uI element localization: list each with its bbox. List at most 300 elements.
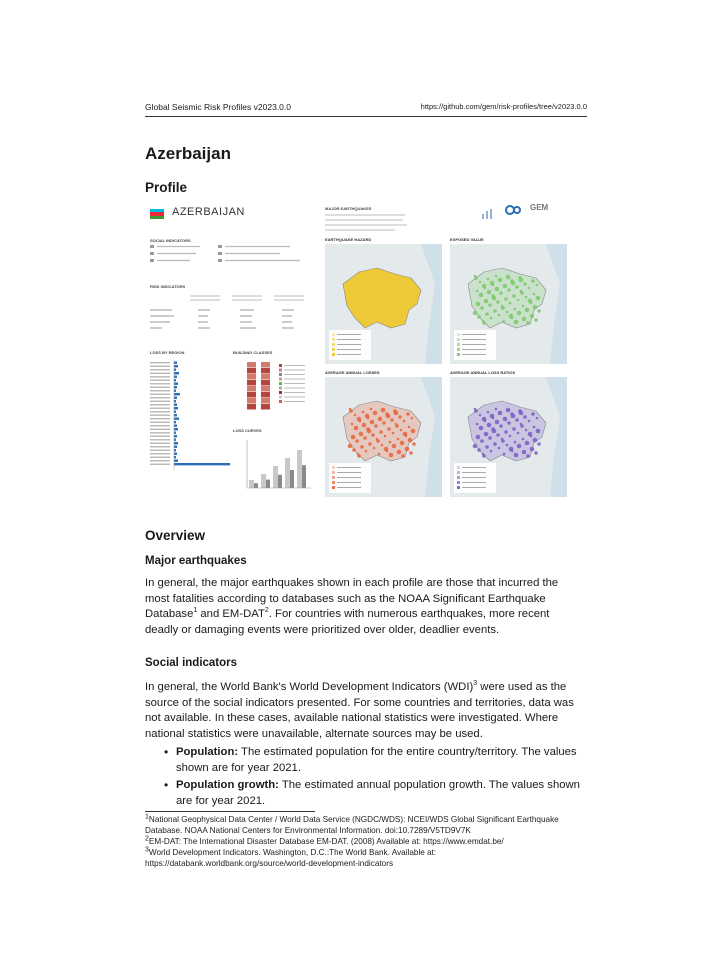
social-indicator-rows xyxy=(150,244,310,266)
map-point xyxy=(363,436,367,440)
map-point xyxy=(397,450,402,455)
legend-swatch xyxy=(457,353,460,356)
map-point xyxy=(520,291,524,295)
region-label xyxy=(150,439,170,441)
profile-heading: Profile xyxy=(145,180,188,195)
map-point xyxy=(498,447,501,450)
footnote xyxy=(145,814,590,836)
footnote xyxy=(145,847,590,869)
map-point xyxy=(406,412,410,416)
map-point xyxy=(359,432,364,437)
region-label xyxy=(150,418,170,420)
region-label xyxy=(150,422,170,424)
region-label xyxy=(150,376,170,378)
map-point xyxy=(501,439,505,443)
text-run: In general, the World Bank's World Development Indicators (WDI) xyxy=(145,681,474,693)
stack-segment xyxy=(247,374,256,380)
map-point xyxy=(528,420,531,423)
map-point xyxy=(389,441,392,444)
curve-bar xyxy=(297,450,302,488)
map-point xyxy=(474,276,478,280)
map-point xyxy=(517,299,520,302)
map-point xyxy=(519,411,524,416)
map-point xyxy=(351,423,354,426)
map-title-aal: AVERAGE ANNUAL LOSSES xyxy=(325,370,380,375)
map-point xyxy=(503,320,506,323)
stack-segment xyxy=(247,392,256,398)
region-label xyxy=(150,432,170,434)
curve-bar xyxy=(302,465,306,488)
list-item xyxy=(160,745,590,776)
map-point xyxy=(392,432,395,435)
map-point xyxy=(398,415,402,419)
map-point xyxy=(408,426,411,429)
map-point xyxy=(506,275,511,280)
map-point xyxy=(490,450,493,453)
stack-segment xyxy=(261,374,270,380)
map-point xyxy=(534,318,538,322)
list-text: The estimated annual population growth. The values shown are for year 2021. xyxy=(176,779,580,807)
map-point xyxy=(499,291,503,295)
loss-curves-label: LOSS CURVES xyxy=(233,428,262,433)
map-point xyxy=(499,424,503,428)
legend-swatch xyxy=(457,343,460,346)
map-point xyxy=(531,279,535,283)
map-point xyxy=(514,453,519,458)
region-label xyxy=(150,404,170,406)
map-point xyxy=(484,420,487,423)
map-point xyxy=(506,311,509,314)
list-item xyxy=(160,778,590,809)
map-point xyxy=(379,430,383,434)
legend-swatch xyxy=(457,333,460,336)
region-label xyxy=(150,408,170,410)
legend-swatch xyxy=(279,391,282,394)
map-point xyxy=(362,411,365,414)
list-text: The estimated population for the entire country/territory. The values shown are for year 2021. xyxy=(176,746,577,774)
region-label xyxy=(150,369,170,371)
map-point xyxy=(496,433,500,437)
map-point xyxy=(405,435,408,438)
region-bar xyxy=(174,439,176,441)
curve-bar xyxy=(273,466,278,488)
map-point xyxy=(376,439,380,443)
region-bar xyxy=(174,376,177,378)
map-point xyxy=(492,429,497,434)
map-point xyxy=(530,314,535,319)
map-point xyxy=(371,433,375,437)
footnote-number: 1 xyxy=(145,813,149,821)
map-point xyxy=(390,418,394,422)
legend-swatch xyxy=(332,333,335,336)
map-point xyxy=(533,293,536,296)
map-point xyxy=(362,423,367,428)
map-point xyxy=(397,438,400,441)
map-point xyxy=(412,442,416,446)
curve-bar xyxy=(254,483,258,488)
map-point xyxy=(514,308,517,311)
map-point xyxy=(495,420,500,425)
map-point xyxy=(522,450,527,455)
curve-bar xyxy=(290,470,294,488)
legend-swatch xyxy=(457,486,460,489)
map-point xyxy=(498,411,503,416)
map-point xyxy=(515,418,519,422)
loss-by-region-label: LOSS BY REGION xyxy=(150,350,185,355)
region-bar xyxy=(174,414,177,416)
major-earthquakes-paragraph xyxy=(145,576,585,638)
building-classes-label: BUILDING CLASSES xyxy=(233,350,273,355)
map-point xyxy=(511,450,514,453)
map-point xyxy=(487,411,490,414)
region-bar xyxy=(174,435,177,437)
map-point xyxy=(484,432,489,437)
flag-icon xyxy=(150,209,164,219)
map-point xyxy=(511,281,516,286)
social-indicators-paragraph xyxy=(145,680,585,742)
major-earthquakes-list xyxy=(325,212,415,234)
region-label xyxy=(150,429,170,431)
region-bar xyxy=(174,449,176,451)
map-point xyxy=(387,427,391,431)
map-point xyxy=(351,435,356,440)
map-point xyxy=(411,417,414,420)
map-point xyxy=(525,296,528,299)
region-bar xyxy=(174,460,178,462)
region-bar xyxy=(174,425,177,427)
hazard-map xyxy=(325,244,442,364)
region-bar xyxy=(174,404,177,406)
legend-swatch xyxy=(279,369,282,372)
map-point xyxy=(473,311,478,316)
map-point xyxy=(507,288,511,292)
aal-ratio-map xyxy=(450,377,567,497)
header-url[interactable]: https://github.com/gem/risk-profiles/tree/v2023.0.0 xyxy=(420,102,587,111)
map-point xyxy=(476,435,481,440)
map-point xyxy=(381,444,384,447)
map-point xyxy=(352,448,356,452)
country-label: AZERBAIJAN xyxy=(172,206,245,218)
map-point xyxy=(528,287,531,290)
legend-swatch xyxy=(279,378,282,381)
map-point xyxy=(504,297,508,301)
map-point xyxy=(476,290,479,293)
stack-segment xyxy=(261,404,270,410)
map-point xyxy=(403,420,406,423)
stack-segment xyxy=(247,362,256,368)
map-point xyxy=(373,411,378,416)
footnote-ref[interactable]: 1 xyxy=(193,607,198,615)
footnote-text: EM-DAT: The International Disaster Database EM-DAT. (2008) Available at: https://www.emdat.be/ xyxy=(148,837,504,846)
curve-bar xyxy=(261,474,266,488)
map-point xyxy=(522,305,525,308)
map-point xyxy=(511,414,516,419)
region-label xyxy=(150,366,170,368)
region-label xyxy=(150,464,170,466)
map-point xyxy=(484,287,487,290)
map-point xyxy=(400,429,403,432)
region-label xyxy=(150,425,170,427)
region-label xyxy=(150,443,170,445)
map-point xyxy=(504,430,508,434)
map-point xyxy=(488,436,492,440)
curve-bar xyxy=(285,458,290,488)
map-point xyxy=(354,414,357,417)
map-point xyxy=(492,296,497,301)
footnote-ref[interactable]: 2 xyxy=(264,607,269,615)
map-point xyxy=(401,454,405,458)
region-label xyxy=(150,383,170,385)
map-point xyxy=(485,445,489,449)
map-point xyxy=(480,306,484,310)
map-point xyxy=(525,429,528,432)
major-earthquakes-label: MAJOR EARTHQUAKES xyxy=(325,206,372,211)
map-point xyxy=(355,439,359,443)
map-point xyxy=(517,444,522,449)
region-bar xyxy=(174,369,176,371)
region-label xyxy=(150,380,170,382)
footnote-number: 2 xyxy=(145,835,149,843)
map-point xyxy=(503,453,506,456)
legend-swatch xyxy=(279,400,282,403)
map-point xyxy=(482,321,486,325)
header-title: Global Seismic Risk Profiles v2023.0.0 xyxy=(145,102,291,112)
region-label xyxy=(150,460,170,462)
map-point xyxy=(511,317,514,320)
map-point xyxy=(530,302,533,305)
map-point xyxy=(357,454,361,458)
map-point xyxy=(507,421,511,425)
map-point xyxy=(482,454,486,458)
gem-logo-mark-icon xyxy=(481,206,494,216)
legend-swatch xyxy=(332,343,335,346)
region-bar xyxy=(174,400,176,402)
map-point xyxy=(514,320,519,325)
region-label xyxy=(150,373,170,375)
region-label xyxy=(150,411,170,413)
map-point xyxy=(392,444,397,449)
map-point xyxy=(373,447,376,450)
map-point xyxy=(348,444,353,449)
region-label xyxy=(150,394,170,396)
map-point xyxy=(536,296,541,301)
region-label xyxy=(150,390,170,392)
stack-segment xyxy=(247,368,256,374)
region-bar xyxy=(174,456,176,458)
map-point xyxy=(496,300,500,304)
map-point xyxy=(408,438,413,443)
list-term: Population growth: xyxy=(176,779,279,791)
legend-swatch xyxy=(457,338,460,341)
legend-swatch xyxy=(332,338,335,341)
map-point xyxy=(534,451,538,455)
region-bar xyxy=(174,365,178,367)
major-earthquakes-heading: Major earthquakes xyxy=(145,555,247,567)
oq-logo-icon xyxy=(505,204,521,218)
footnote-text: National Geophysical Data Center / World Data Service (NGDC/WDS): NCEI/WDS Global Significant Earthquake Database. NOAA National Centers for Environmental Information. doi:10.7289/V5TD9V7K xyxy=(145,815,559,835)
map-point xyxy=(374,424,378,428)
legend-swatch xyxy=(332,486,335,489)
legend-swatch xyxy=(457,476,460,479)
legend-swatch xyxy=(332,353,335,356)
map-point xyxy=(537,309,541,313)
aal-map xyxy=(325,377,442,497)
map-point xyxy=(386,450,389,453)
text-run: . For countries with numerous earthquakes, more recent deadly or damaging events were prioritized over older, deadlier events. xyxy=(145,608,550,636)
map-point xyxy=(476,302,481,307)
map-point xyxy=(523,415,527,419)
region-label xyxy=(150,453,170,455)
footnote-text: World Development Indicators. Washington, D.C.:The World Bank. Available at: https://databank.worldbank.org/source/world-development-indicators xyxy=(145,848,437,868)
risk-indicators-label: RISK INDICATORS xyxy=(150,284,186,289)
region-label xyxy=(150,401,170,403)
map-point xyxy=(517,311,522,316)
legend-swatch xyxy=(332,471,335,474)
map-point xyxy=(519,278,524,283)
map-point xyxy=(378,453,381,456)
map-point xyxy=(484,299,489,304)
indicator-list xyxy=(160,745,590,811)
map-point xyxy=(474,409,478,413)
map-point xyxy=(370,408,373,411)
map-point xyxy=(368,442,372,446)
map-point xyxy=(479,293,484,298)
map-point xyxy=(525,308,530,313)
stack-segment xyxy=(261,392,270,398)
curve-bar xyxy=(278,475,282,488)
region-bar xyxy=(174,442,178,444)
map-point xyxy=(509,302,512,305)
legend-swatch xyxy=(457,471,460,474)
map-point xyxy=(536,429,541,434)
footnote-ref[interactable]: 3 xyxy=(473,680,478,688)
map-title-hazard: EARTHQUAKE HAZARD xyxy=(325,237,372,242)
map-point xyxy=(495,287,500,292)
map-point xyxy=(409,451,413,455)
map-point xyxy=(533,305,538,310)
map-point xyxy=(384,435,387,438)
region-bar xyxy=(174,372,179,374)
region-label xyxy=(150,397,170,399)
map-point xyxy=(479,281,482,284)
map-point xyxy=(473,444,478,449)
map-point xyxy=(533,438,538,443)
map-point xyxy=(495,408,498,411)
footnotes xyxy=(145,814,590,869)
region-label xyxy=(150,446,170,448)
legend-swatch xyxy=(332,481,335,484)
running-header xyxy=(145,102,587,117)
region-bar xyxy=(174,407,178,409)
map-point xyxy=(493,442,497,446)
map-point xyxy=(536,417,539,420)
gem-logo: GEM xyxy=(530,203,549,212)
map-point xyxy=(526,321,530,325)
map-point xyxy=(476,423,479,426)
map-point xyxy=(533,426,536,429)
map-point xyxy=(360,445,364,449)
map-point xyxy=(512,294,516,298)
stack-segment xyxy=(261,380,270,386)
region-bar xyxy=(174,390,176,392)
map-point xyxy=(479,426,484,431)
text-run: and EM-DAT xyxy=(197,608,265,620)
legend-swatch xyxy=(332,466,335,469)
curve-bar xyxy=(249,480,254,488)
map-title-aal-ratio: AVERAGE ANNUAL LOSS RATIOS xyxy=(450,370,516,375)
map-point xyxy=(498,278,503,283)
map-point xyxy=(492,417,495,420)
social-indicators-label: SOCIAL INDICATORS xyxy=(150,238,191,243)
map-point xyxy=(503,284,508,289)
map-point xyxy=(506,408,511,413)
region-bar xyxy=(174,432,176,434)
social-indicators-heading: Social indicators xyxy=(145,657,238,669)
legend-swatch xyxy=(332,476,335,479)
region-bar xyxy=(174,463,230,465)
building-classes-chart xyxy=(233,358,313,420)
footnote xyxy=(145,836,590,847)
loss-curves-chart xyxy=(233,436,313,494)
map-point xyxy=(492,284,495,287)
text-run: were used as the source of the social indicators presented. For some countries and territories, data was not available. In these cases, available national statistics were investigated. Where national statistics were unavailable, alternate sources may be used. xyxy=(145,681,574,740)
profile-figure xyxy=(145,200,587,498)
map-point xyxy=(526,454,530,458)
map-title-exposed: EXPOSED VALUE xyxy=(450,237,484,242)
map-point xyxy=(349,409,353,413)
stack-segment xyxy=(247,380,256,386)
map-point xyxy=(367,429,372,434)
stack-segment xyxy=(261,398,270,404)
footnote-divider xyxy=(145,811,315,812)
map-point xyxy=(479,414,482,417)
map-point xyxy=(485,312,489,316)
map-point xyxy=(501,306,505,310)
legend-swatch xyxy=(457,348,460,351)
text-run: In general, the major earthquakes shown in each profile are those that incurred the most fatalities according to databases such as the NOAA Significant Earthquake Database xyxy=(145,577,559,620)
map-point xyxy=(522,438,525,441)
map-point xyxy=(487,290,492,295)
legend-swatch xyxy=(279,387,282,390)
loss-by-region-chart xyxy=(150,358,230,488)
map-point xyxy=(530,447,535,452)
page-title: Azerbaijan xyxy=(145,144,231,163)
map-point xyxy=(480,439,484,443)
stack-segment xyxy=(247,386,256,392)
map-point xyxy=(512,427,516,431)
map-point xyxy=(522,317,527,322)
region-bar xyxy=(174,386,177,388)
map-point xyxy=(517,432,520,435)
region-bar xyxy=(174,379,176,381)
region-bar xyxy=(174,428,178,430)
map-point xyxy=(405,447,410,452)
region-bar xyxy=(174,421,176,423)
footnote-number: 3 xyxy=(145,846,149,854)
map-point xyxy=(520,424,524,428)
map-point xyxy=(536,284,539,287)
legend-swatch xyxy=(457,481,460,484)
region-label xyxy=(150,362,170,364)
map-point xyxy=(382,421,386,425)
list-term: Population: xyxy=(176,746,239,758)
legend-swatch xyxy=(279,373,282,376)
region-bar xyxy=(174,411,176,413)
map-point xyxy=(395,424,399,428)
region-label xyxy=(150,457,170,459)
region-label xyxy=(150,415,170,417)
region-bar xyxy=(174,383,178,385)
